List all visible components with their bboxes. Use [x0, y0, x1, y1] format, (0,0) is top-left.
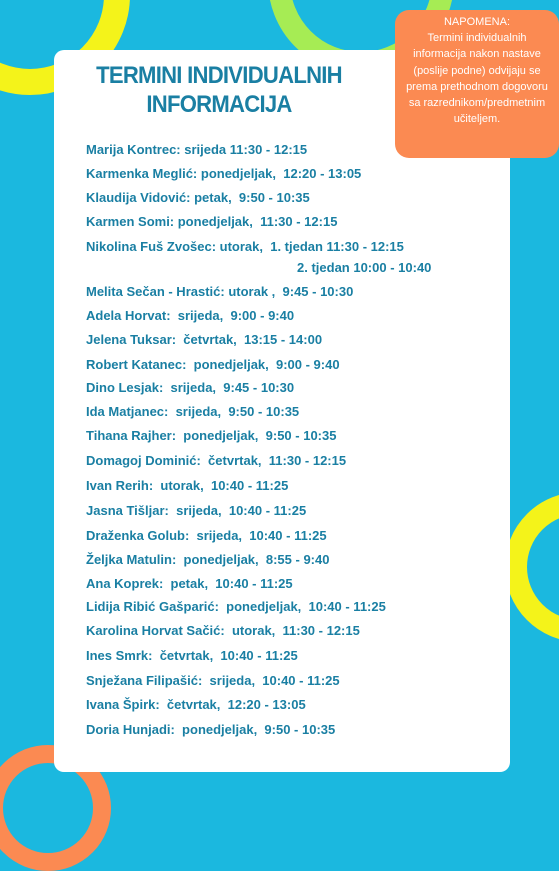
- list-item: Robert Katanec: ponedjeljak, 9:00 - 9:40: [86, 357, 340, 372]
- list-item: Marija Kontrec: srijeda 11:30 - 12:15: [86, 142, 308, 157]
- note-body: Termini individualnih informacija nakon nastave (poslije podne) odvijaju se prema prethodnom dogovoru sa razrednikom/predmetnim učiteljem.: [406, 32, 548, 126]
- list-item: Adela Horvat: srijeda, 9:00 - 9:40: [86, 308, 295, 323]
- note-box: [395, 10, 559, 158]
- title-line-2: INFORMACIJA: [146, 91, 292, 118]
- list-item: Domagoj Dominić: četvrtak, 11:30 - 12:15: [86, 453, 347, 468]
- list-item: Nikolina Fuš Zvošec: utorak, 1. tjedan 11:30 - 12:15: [86, 239, 404, 254]
- list-item: Melita Sečan - Hrastić: utorak , 9:45 - 10:30: [86, 284, 354, 299]
- list-item: Željka Matulin: ponedjeljak, 8:55 - 9:40: [86, 552, 330, 567]
- list-item: Snježana Filipašić: srijeda, 10:40 - 11:25: [86, 673, 340, 688]
- list-item: Lidija Ribić Gašparić: ponedjeljak, 10:40 - 11:25: [86, 599, 386, 614]
- note-heading: NAPOMENA:: [443, 16, 510, 28]
- list-item-continuation: 2. tjedan 10:00 - 10:40: [297, 260, 432, 275]
- list-item: Doria Hunjadi: ponedjeljak, 9:50 - 10:35: [86, 722, 336, 737]
- list-item: Tihana Rajher: ponedjeljak, 9:50 - 10:35: [86, 428, 337, 443]
- list-item: Jasna Tišljar: srijeda, 10:40 - 11:25: [86, 503, 307, 518]
- list-item: Karmen Somi: ponedjeljak, 11:30 - 12:15: [86, 214, 338, 229]
- list-item: Draženka Golub: srijeda, 10:40 - 11:25: [86, 528, 327, 543]
- decorative-ring-yellow-right: [505, 492, 559, 642]
- list-item: Ana Koprek: petak, 10:40 - 11:25: [86, 576, 293, 591]
- list-item: Ivan Rerih: utorak, 10:40 - 11:25: [86, 478, 289, 493]
- list-item: Dino Lesjak: srijeda, 9:45 - 10:30: [86, 380, 295, 395]
- list-item: Jelena Tuksar: četvrtak, 13:15 - 14:00: [86, 332, 323, 347]
- list-item: Ida Matjanec: srijeda, 9:50 - 10:35: [86, 404, 300, 419]
- list-item: Karolina Horvat Sačić: utorak, 11:30 - 12:15: [86, 623, 360, 638]
- list-item: Ines Smrk: četvrtak, 10:40 - 11:25: [86, 648, 298, 663]
- title-line-1: TERMINI INDIVIDUALNIH: [96, 62, 342, 89]
- page-title: [95, 61, 343, 119]
- list-item: Karmenka Meglić: ponedjeljak, 12:20 - 13:05: [86, 166, 362, 181]
- list-item: Klaudija Vidović: petak, 9:50 - 10:35: [86, 190, 310, 205]
- list-item: Ivana Špirk: četvrtak, 12:20 - 13:05: [86, 697, 306, 712]
